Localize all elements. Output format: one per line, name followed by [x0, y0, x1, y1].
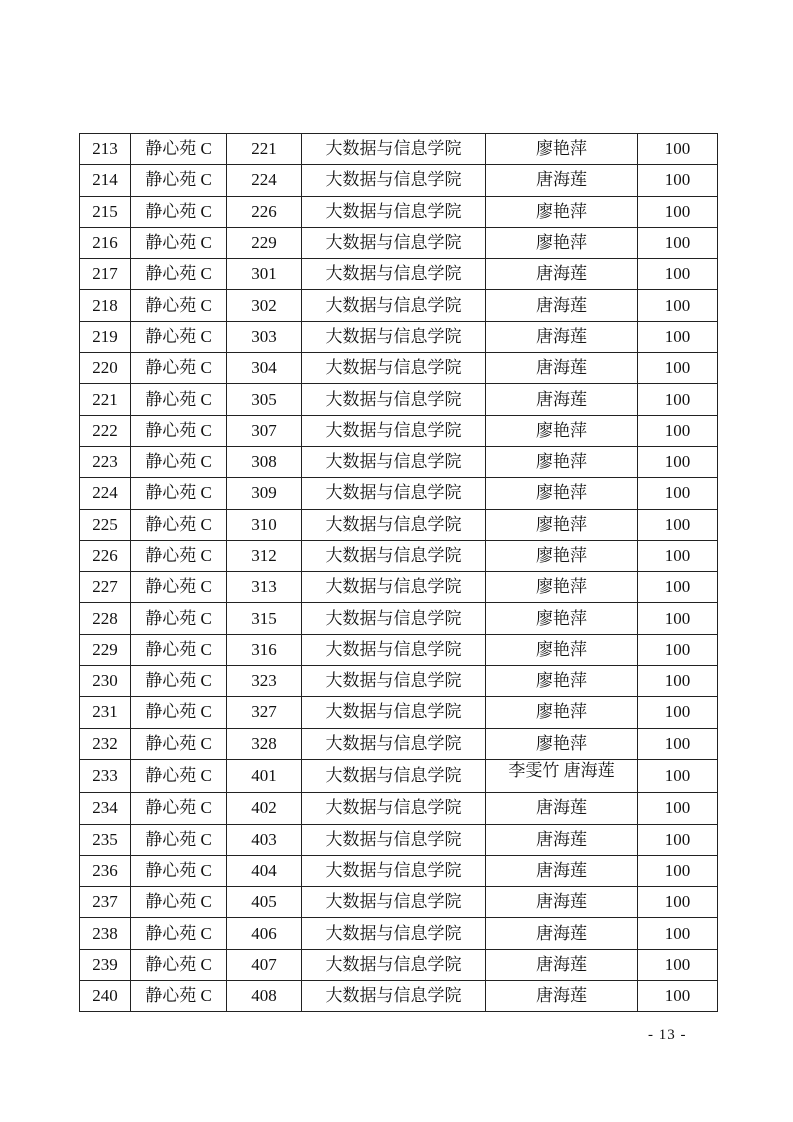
cell-building: 静心苑 C	[131, 290, 227, 321]
cell-score: 100	[638, 290, 718, 321]
cell-building: 静心苑 C	[131, 728, 227, 759]
cell-seq: 240	[80, 981, 131, 1012]
cell-person: 廖艳萍	[486, 603, 638, 634]
dormitory-score-table	[79, 133, 718, 1012]
cell-college: 大数据与信息学院	[302, 540, 486, 571]
cell-person: 唐海莲	[486, 290, 638, 321]
cell-person: 唐海莲	[486, 793, 638, 824]
cell-room: 405	[227, 887, 302, 918]
cell-seq: 236	[80, 855, 131, 886]
table-row	[80, 887, 718, 918]
cell-score: 100	[638, 634, 718, 665]
cell-college: 大数据与信息学院	[302, 196, 486, 227]
cell-building: 静心苑 C	[131, 196, 227, 227]
cell-score: 100	[638, 824, 718, 855]
cell-score: 100	[638, 887, 718, 918]
cell-college: 大数据与信息学院	[302, 353, 486, 384]
cell-building: 静心苑 C	[131, 981, 227, 1012]
cell-room: 305	[227, 384, 302, 415]
cell-seq: 239	[80, 949, 131, 980]
cell-score: 100	[638, 949, 718, 980]
cell-room: 401	[227, 759, 302, 792]
cell-room: 302	[227, 290, 302, 321]
cell-room: 301	[227, 259, 302, 290]
cell-person: 廖艳萍	[486, 227, 638, 258]
cell-seq: 216	[80, 227, 131, 258]
cell-building: 静心苑 C	[131, 227, 227, 258]
cell-building: 静心苑 C	[131, 918, 227, 949]
cell-building: 静心苑 C	[131, 855, 227, 886]
cell-college: 大数据与信息学院	[302, 415, 486, 446]
cell-college: 大数据与信息学院	[302, 824, 486, 855]
cell-room: 404	[227, 855, 302, 886]
cell-person: 唐海莲	[486, 353, 638, 384]
page-number: - 13 -	[648, 1027, 687, 1043]
cell-college: 大数据与信息学院	[302, 446, 486, 477]
cell-college: 大数据与信息学院	[302, 855, 486, 886]
cell-room: 328	[227, 728, 302, 759]
table-row	[80, 697, 718, 728]
cell-college: 大数据与信息学院	[302, 634, 486, 665]
cell-seq: 218	[80, 290, 131, 321]
cell-room: 323	[227, 666, 302, 697]
cell-person: 廖艳萍	[486, 666, 638, 697]
cell-room: 226	[227, 196, 302, 227]
cell-person: 唐海莲	[486, 259, 638, 290]
cell-room: 407	[227, 949, 302, 980]
table-row	[80, 540, 718, 571]
cell-seq: 223	[80, 446, 131, 477]
cell-college: 大数据与信息学院	[302, 981, 486, 1012]
cell-person: 廖艳萍	[486, 697, 638, 728]
cell-building: 静心苑 C	[131, 540, 227, 571]
table-row	[80, 855, 718, 886]
cell-building: 静心苑 C	[131, 415, 227, 446]
cell-college: 大数据与信息学院	[302, 666, 486, 697]
cell-seq: 224	[80, 478, 131, 509]
cell-college: 大数据与信息学院	[302, 603, 486, 634]
cell-building: 静心苑 C	[131, 478, 227, 509]
cell-person: 廖艳萍	[486, 446, 638, 477]
cell-building: 静心苑 C	[131, 165, 227, 196]
cell-room: 308	[227, 446, 302, 477]
cell-building: 静心苑 C	[131, 824, 227, 855]
cell-person: 唐海莲	[486, 165, 638, 196]
table-row	[80, 824, 718, 855]
cell-seq: 213	[80, 134, 131, 165]
cell-college: 大数据与信息学院	[302, 572, 486, 603]
cell-score: 100	[638, 227, 718, 258]
cell-seq: 229	[80, 634, 131, 665]
cell-seq: 237	[80, 887, 131, 918]
table-row	[80, 603, 718, 634]
cell-college: 大数据与信息学院	[302, 321, 486, 352]
cell-building: 静心苑 C	[131, 666, 227, 697]
table-body	[80, 134, 718, 1012]
table-row	[80, 918, 718, 949]
cell-college: 大数据与信息学院	[302, 949, 486, 980]
cell-room: 403	[227, 824, 302, 855]
cell-score: 100	[638, 759, 718, 792]
table-row	[80, 728, 718, 759]
cell-score: 100	[638, 384, 718, 415]
cell-room: 303	[227, 321, 302, 352]
table-row	[80, 196, 718, 227]
cell-college: 大数据与信息学院	[302, 887, 486, 918]
table-row	[80, 290, 718, 321]
cell-seq: 232	[80, 728, 131, 759]
cell-seq: 226	[80, 540, 131, 571]
cell-score: 100	[638, 509, 718, 540]
cell-score: 100	[638, 196, 718, 227]
cell-building: 静心苑 C	[131, 603, 227, 634]
table-row	[80, 509, 718, 540]
table-row	[80, 353, 718, 384]
cell-college: 大数据与信息学院	[302, 384, 486, 415]
cell-score: 100	[638, 446, 718, 477]
cell-room: 310	[227, 509, 302, 540]
cell-building: 静心苑 C	[131, 697, 227, 728]
cell-college: 大数据与信息学院	[302, 918, 486, 949]
cell-seq: 219	[80, 321, 131, 352]
cell-seq: 214	[80, 165, 131, 196]
table-row	[80, 981, 718, 1012]
table-row	[80, 227, 718, 258]
cell-building: 静心苑 C	[131, 384, 227, 415]
cell-building: 静心苑 C	[131, 793, 227, 824]
table-row	[80, 134, 718, 165]
cell-building: 静心苑 C	[131, 949, 227, 980]
table-row	[80, 321, 718, 352]
cell-room: 313	[227, 572, 302, 603]
cell-college: 大数据与信息学院	[302, 165, 486, 196]
cell-seq: 227	[80, 572, 131, 603]
cell-seq: 225	[80, 509, 131, 540]
cell-score: 100	[638, 321, 718, 352]
cell-seq: 217	[80, 259, 131, 290]
cell-building: 静心苑 C	[131, 446, 227, 477]
cell-room: 309	[227, 478, 302, 509]
cell-person: 廖艳萍	[486, 509, 638, 540]
cell-room: 221	[227, 134, 302, 165]
cell-room: 327	[227, 697, 302, 728]
cell-person: 唐海莲	[486, 384, 638, 415]
table-row	[80, 384, 718, 415]
cell-room: 408	[227, 981, 302, 1012]
cell-seq: 228	[80, 603, 131, 634]
cell-building: 静心苑 C	[131, 509, 227, 540]
cell-score: 100	[638, 134, 718, 165]
cell-room: 402	[227, 793, 302, 824]
cell-person: 廖艳萍	[486, 634, 638, 665]
cell-building: 静心苑 C	[131, 572, 227, 603]
cell-person: 廖艳萍	[486, 134, 638, 165]
cell-person: 廖艳萍	[486, 196, 638, 227]
table-row	[80, 259, 718, 290]
cell-person: 唐海莲	[486, 824, 638, 855]
cell-room: 229	[227, 227, 302, 258]
cell-seq: 234	[80, 793, 131, 824]
cell-college: 大数据与信息学院	[302, 134, 486, 165]
cell-college: 大数据与信息学院	[302, 290, 486, 321]
cell-person: 唐海莲	[486, 321, 638, 352]
cell-score: 100	[638, 572, 718, 603]
cell-seq: 231	[80, 697, 131, 728]
cell-building: 静心苑 C	[131, 353, 227, 384]
cell-person: 唐海莲	[486, 918, 638, 949]
cell-score: 100	[638, 478, 718, 509]
cell-seq: 220	[80, 353, 131, 384]
cell-score: 100	[638, 793, 718, 824]
cell-college: 大数据与信息学院	[302, 759, 486, 792]
cell-seq: 235	[80, 824, 131, 855]
cell-person: 唐海莲	[486, 855, 638, 886]
cell-building: 静心苑 C	[131, 759, 227, 792]
cell-college: 大数据与信息学院	[302, 793, 486, 824]
cell-person: 李雯竹 唐海莲	[486, 759, 638, 792]
cell-score: 100	[638, 666, 718, 697]
cell-room: 304	[227, 353, 302, 384]
table-row	[80, 634, 718, 665]
cell-building: 静心苑 C	[131, 259, 227, 290]
table-row	[80, 478, 718, 509]
cell-building: 静心苑 C	[131, 321, 227, 352]
cell-college: 大数据与信息学院	[302, 227, 486, 258]
cell-person: 廖艳萍	[486, 728, 638, 759]
table-row	[80, 446, 718, 477]
cell-college: 大数据与信息学院	[302, 509, 486, 540]
cell-seq: 215	[80, 196, 131, 227]
cell-room: 406	[227, 918, 302, 949]
table-row	[80, 793, 718, 824]
cell-building: 静心苑 C	[131, 134, 227, 165]
cell-college: 大数据与信息学院	[302, 259, 486, 290]
cell-score: 100	[638, 981, 718, 1012]
cell-score: 100	[638, 415, 718, 446]
cell-room: 224	[227, 165, 302, 196]
cell-person: 唐海莲	[486, 949, 638, 980]
table-row	[80, 415, 718, 446]
cell-seq: 221	[80, 384, 131, 415]
cell-college: 大数据与信息学院	[302, 728, 486, 759]
cell-score: 100	[638, 697, 718, 728]
cell-person: 唐海莲	[486, 887, 638, 918]
cell-person: 廖艳萍	[486, 540, 638, 571]
cell-score: 100	[638, 540, 718, 571]
cell-score: 100	[638, 353, 718, 384]
cell-score: 100	[638, 918, 718, 949]
cell-seq: 222	[80, 415, 131, 446]
cell-person: 廖艳萍	[486, 572, 638, 603]
cell-room: 316	[227, 634, 302, 665]
cell-college: 大数据与信息学院	[302, 478, 486, 509]
cell-building: 静心苑 C	[131, 887, 227, 918]
cell-seq: 230	[80, 666, 131, 697]
table-row	[80, 666, 718, 697]
cell-room: 315	[227, 603, 302, 634]
cell-score: 100	[638, 259, 718, 290]
table-row	[80, 572, 718, 603]
cell-score: 100	[638, 855, 718, 886]
table-row	[80, 165, 718, 196]
cell-building: 静心苑 C	[131, 634, 227, 665]
cell-score: 100	[638, 728, 718, 759]
cell-college: 大数据与信息学院	[302, 697, 486, 728]
cell-room: 307	[227, 415, 302, 446]
cell-room: 312	[227, 540, 302, 571]
table-row	[80, 949, 718, 980]
cell-seq: 233	[80, 759, 131, 792]
cell-seq: 238	[80, 918, 131, 949]
cell-score: 100	[638, 603, 718, 634]
cell-score: 100	[638, 165, 718, 196]
cell-person: 廖艳萍	[486, 415, 638, 446]
cell-person: 唐海莲	[486, 981, 638, 1012]
cell-person: 廖艳萍	[486, 478, 638, 509]
table-row	[80, 759, 718, 792]
